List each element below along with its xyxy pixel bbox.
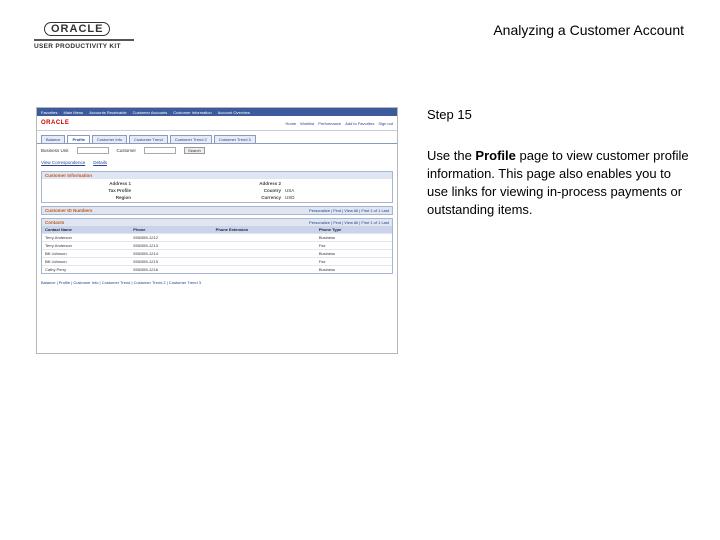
profile-fields	[42, 179, 392, 202]
column-header: Phone Extension	[213, 226, 316, 234]
breadcrumb-item[interactable]: Customer Accounts	[132, 109, 168, 115]
oracle-upk-logo	[34, 22, 134, 50]
logo-divider	[34, 39, 134, 41]
search-button[interactable]: Search	[184, 147, 205, 154]
table-cell	[213, 258, 316, 266]
header-link[interactable]: Sign out	[378, 120, 393, 126]
table-row	[42, 266, 392, 274]
field-label: Address 1	[109, 181, 131, 186]
unit-field[interactable]	[77, 147, 109, 154]
breadcrumb-item[interactable]: Accounts Receivable	[89, 109, 127, 115]
table-cell: 555/555-1212	[130, 234, 212, 242]
table-row	[42, 250, 392, 258]
table-cell: Terry Anderson	[42, 242, 130, 250]
field-value	[135, 188, 205, 193]
field-value	[285, 181, 355, 186]
table-cell: Fax	[316, 242, 392, 250]
grid-navigation[interactable]: Personalize | Find | View All | First 1 of 1 Last	[309, 208, 389, 213]
app-header	[37, 116, 397, 131]
field-value	[135, 181, 205, 186]
table-cell: Fax	[316, 258, 392, 266]
table-cell: 555/555-1215	[130, 258, 212, 266]
field-label: Currency	[261, 195, 281, 200]
table-cell: 555/555-1216	[130, 266, 212, 274]
logo-subtitle: USER PRODUCTIVITY KIT	[34, 43, 121, 50]
customer-label: Customer	[116, 148, 137, 153]
breadcrumb-item[interactable]: Main Menu	[63, 109, 84, 115]
tab-profile[interactable]: Profile	[67, 135, 89, 143]
table-cell	[213, 242, 316, 250]
section-header	[42, 172, 392, 179]
table-cell: 555/555-1213	[130, 242, 212, 250]
page-tabs	[37, 131, 397, 144]
header-link[interactable]: Worklist	[300, 120, 315, 126]
header-link[interactable]: Add to Favorites	[345, 120, 375, 126]
section-title: Customer Information	[45, 173, 93, 178]
contacts-section	[41, 218, 393, 274]
instruction-text	[427, 147, 689, 219]
table-cell: Cathy Perry	[42, 266, 130, 274]
app-brand: ORACLE	[41, 120, 70, 126]
table-cell: Terry Anderson	[42, 234, 130, 242]
view-correspondence-link[interactable]: View Correspondence	[41, 160, 86, 165]
contacts-table	[42, 226, 392, 273]
table-cell	[213, 266, 316, 274]
links-row	[37, 157, 397, 168]
column-header: Contact Name	[42, 226, 130, 234]
logo-brand: ORACLE	[44, 22, 110, 36]
instruction-suffix: page to view customer profile information. This page also enables you to use links for viewing in-process payments or outstanding items.	[427, 148, 689, 217]
instruction-bold: Profile	[475, 148, 516, 163]
step-label: Step 15	[427, 107, 472, 122]
search-criteria-row	[37, 144, 397, 157]
details-link[interactable]: Details	[93, 160, 107, 165]
unit-label: Business Unit	[41, 148, 69, 153]
tab-customer-trend-3[interactable]: Customer Trend 3	[214, 135, 256, 143]
tab-customer-trend[interactable]: Customer Trend	[129, 135, 168, 143]
table-cell: Business	[316, 234, 392, 242]
application-screenshot	[36, 107, 398, 354]
field-value: USD	[285, 195, 295, 200]
table-cell: Bill Johnson	[42, 258, 130, 266]
section-header	[42, 219, 392, 226]
tab-customer-info[interactable]: Customer Info	[92, 135, 127, 143]
customer-info-section	[41, 171, 393, 203]
field-label: Country	[263, 188, 281, 193]
table-row	[42, 242, 392, 250]
field-value	[135, 195, 205, 200]
table-row	[42, 234, 392, 242]
table-header-row	[42, 226, 392, 234]
header-links	[285, 121, 393, 126]
footer-links[interactable]: Balance | Profile | Customer Info | Customer Trend | Customer Trend 2 | Customer Trend 3	[41, 280, 201, 285]
section-header	[42, 207, 392, 214]
field-value: USA	[285, 188, 295, 193]
instruction-prefix: Use the	[427, 148, 476, 163]
breadcrumb-item[interactable]: Customer Information	[173, 109, 212, 115]
breadcrumb-item[interactable]: Favorites	[41, 109, 58, 115]
field-label: Address 2	[259, 181, 281, 186]
table-cell	[213, 234, 316, 242]
section-title: Customer ID Numbers	[45, 208, 93, 213]
grid-navigation[interactable]: Personalize | Find | View All | First 1 of 1 Last	[309, 220, 389, 225]
table-cell: Business	[316, 250, 392, 258]
section-title: Contacts	[45, 220, 65, 225]
column-header: Phone Type	[316, 226, 392, 234]
table-cell: 555/555-1214	[130, 250, 212, 258]
header-link[interactable]: Performance	[318, 120, 342, 126]
breadcrumb-item[interactable]: Account Overview	[217, 109, 250, 115]
tab-customer-trend-2[interactable]: Customer Trend 2	[170, 135, 212, 143]
header-link[interactable]: Home	[285, 120, 297, 126]
table-cell: Business	[316, 266, 392, 274]
table-cell: Bill Johnson	[42, 250, 130, 258]
customer-id-section	[41, 206, 393, 215]
table-row	[42, 258, 392, 266]
customer-field[interactable]	[144, 147, 176, 154]
tab-balance[interactable]: Balance	[41, 135, 65, 143]
field-label: Region	[115, 195, 131, 200]
table-cell	[213, 250, 316, 258]
column-header: Phone	[130, 226, 212, 234]
field-label: Tax Profile	[108, 188, 131, 193]
breadcrumb-bar	[37, 108, 397, 116]
page-title: Analyzing a Customer Account	[493, 22, 684, 38]
